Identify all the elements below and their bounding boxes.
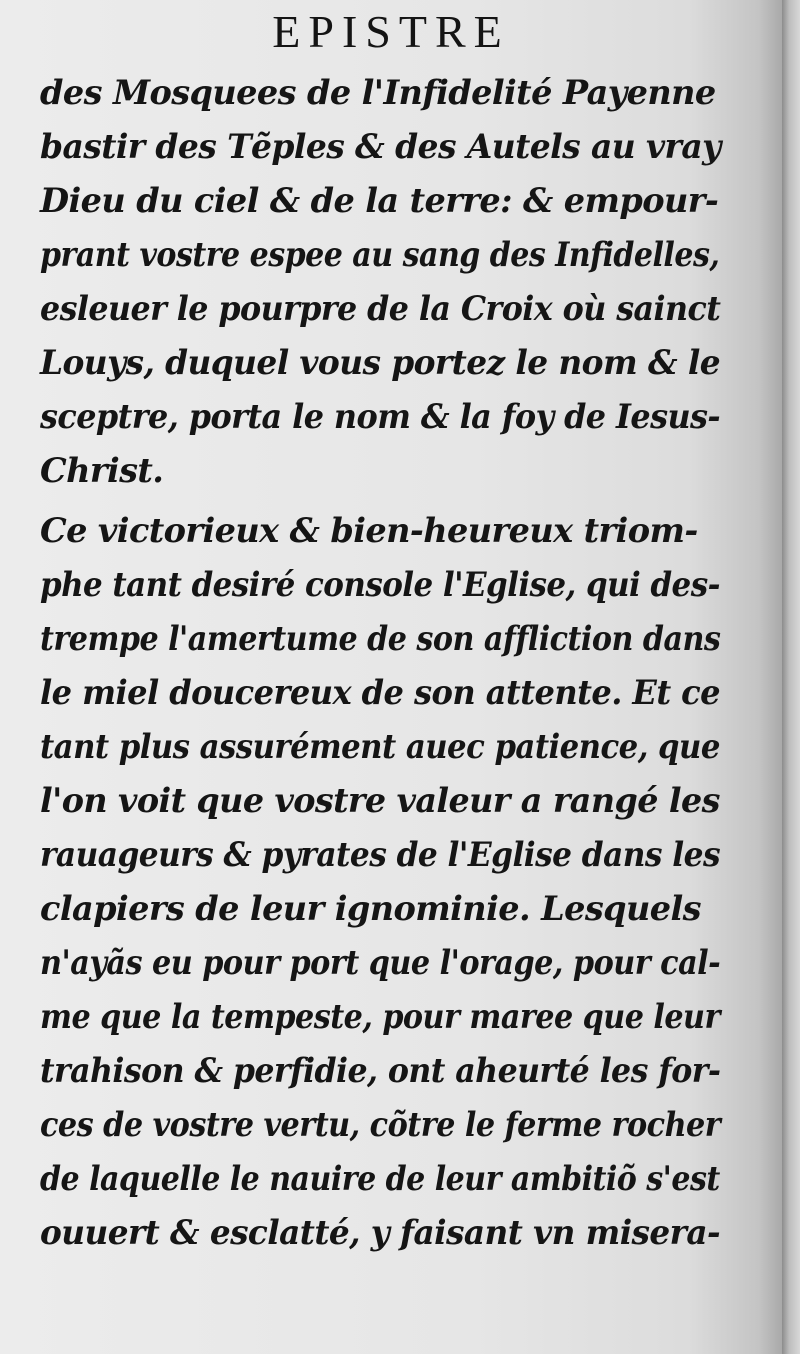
text-line: ouuert & esclatté, y faisant vn misera-: [40, 1213, 720, 1253]
text-line: de laquelle le nauire de leur ambitiõ s'est: [40, 1159, 720, 1199]
text-line: prant vostre espee au sang des Infidelles,: [40, 235, 720, 275]
text-line: me que la tempeste, pour maree que leur: [40, 997, 720, 1037]
text-line: Dieu du ciel & de la terre: & empour-: [40, 181, 719, 221]
text-line: trahison & perfidie, ont aheurté les for-: [40, 1051, 721, 1091]
text-line: trempe l'amertume de son affliction dans: [40, 619, 721, 659]
text-line: des Mosquees de l'Infidelité Payenne: [40, 73, 716, 113]
body-text: [40, 66, 730, 1260]
text-line: phe tant desiré console l'Eglise, qui des-: [40, 565, 720, 605]
text-line: bastir des Tẽples & des Autels au vray: [40, 127, 721, 167]
text-line: sceptre, porta le nom & la foy de Iesus-: [40, 397, 721, 437]
text-line: tant plus assurément auec patience, que: [40, 727, 720, 767]
text-line: esleuer le pourpre de la Croix où sainct: [40, 289, 721, 329]
text-line: Christ.: [40, 451, 164, 491]
text-line: ces de vostre vertu, cõtre le ferme rocher: [40, 1105, 721, 1145]
text-line: l'on voit que vostre valeur a rangé les: [40, 781, 720, 821]
text-line: rauageurs & pyrates de l'Eglise dans les: [40, 835, 720, 875]
text-line: le miel doucereux de son attente. Et ce: [40, 673, 721, 713]
text-line: clapiers de leur ignominie. Lesquels: [40, 889, 701, 929]
page-gutter-shadow: [782, 0, 800, 1354]
paragraph-start-line: Ce victorieux & bien-heureux triom-: [40, 511, 698, 551]
text-line: n'ayãs eu pour port que l'orage, pour cal-: [40, 943, 721, 983]
text-line: Louys, duquel vous portez le nom & le: [40, 343, 721, 383]
running-head: EPISTRE: [272, 6, 510, 57]
